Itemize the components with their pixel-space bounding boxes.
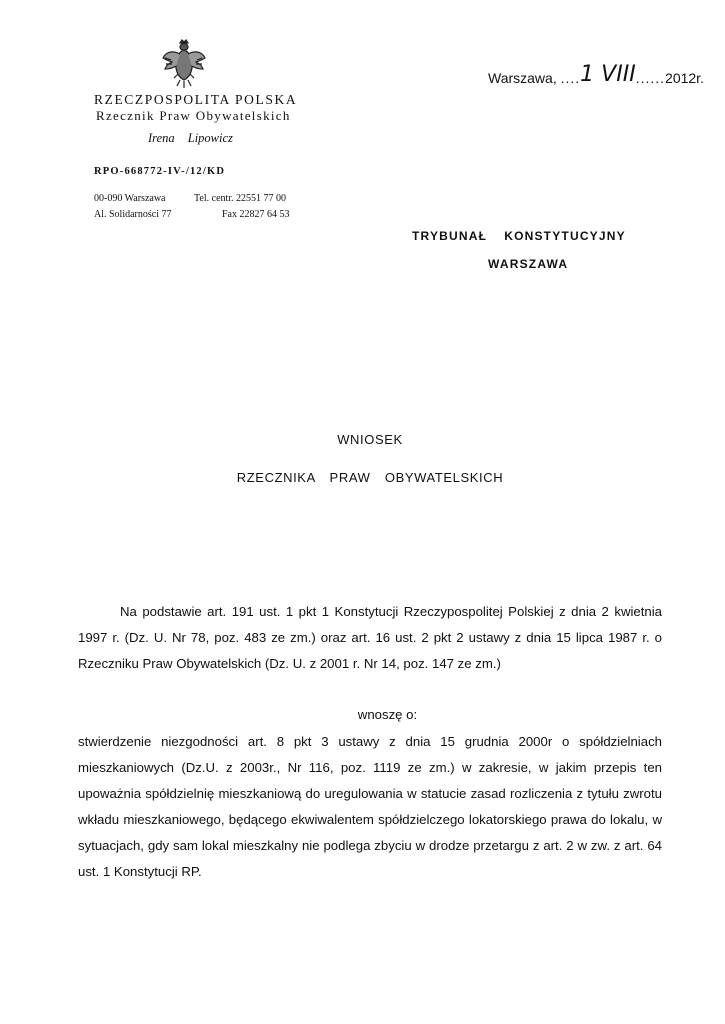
date-year: 2012r. [665,70,704,86]
document-title: WNIOSEK [337,432,403,447]
request-paragraph: stwierdzenie niezgodności art. 8 pkt 3 ustawy z dnia 15 grudnia 2000r o spółdzielniach mieszkaniowych (Dz.U. z 2003r., Nr 116, poz. 1119 ze zm.) w zakresie, w jakim przepis ten upoważnia spółdzielnię mieszkaniową do uregulowania w statucie zasad rozliczenia z tytułu zwrotu wkładu mieszkaniowego, będącego ekwiwalentem spółdzielczego lokatorskiego prawa do lokalu, w sytuacjach, gdy sam lokal mieszkalny nie podlega zbyciu w drodze przetargu z art. 2 w zw. z art. 64 ust. 1 Konstytucji RP. [78,734,662,879]
date-dots-after: ...... [635,70,666,86]
recipient-city: WARSZAWA [488,257,569,271]
polish-eagle-emblem-icon [160,38,208,90]
office-name: Rzecznik Praw Obywatelskich [96,108,291,123]
place-date-line [488,64,704,89]
signatory-name: Irena Lipowicz [148,131,233,145]
phone-number: Tel. centr. 22551 77 00 [194,193,287,204]
address-city: 00-090 Warszawa [94,193,166,204]
request-heading: wnoszę o: [357,707,418,722]
fax-number: Fax 22827 64 53 [222,209,290,220]
address-street: Al. Solidarności 77 [94,209,172,220]
recipient-name: TRYBUNAŁ KONSTYTUCYJNY [412,229,626,243]
handwritten-date: 1 VIII [580,62,636,87]
org-name: RZECZPOSPOLITA POLSKA [94,92,298,107]
date-dots-before: .... [560,70,581,86]
place-label: Warszawa, [488,70,561,86]
document-subtitle: RZECZNIKA PRAW OBYWATELSKICH [236,470,504,485]
reference-number: RPO-668772-IV-/12/KD [94,166,226,177]
legal-basis-paragraph: Na podstawie art. 191 ust. 1 pkt 1 Konstytucji Rzeczypospolitej Polskiej z dnia 2 kwietnia 1997 r. (Dz. U. Nr 78, poz. 483 ze zm.) oraz art. 16 ust. 2 pkt 2 ustawy z dnia 15 lipca 1987 r. o Rzeczniku Praw Obywatelskich (Dz. U. z 2001 r. Nr 14, poz. 147 ze zm.) [78,604,662,671]
